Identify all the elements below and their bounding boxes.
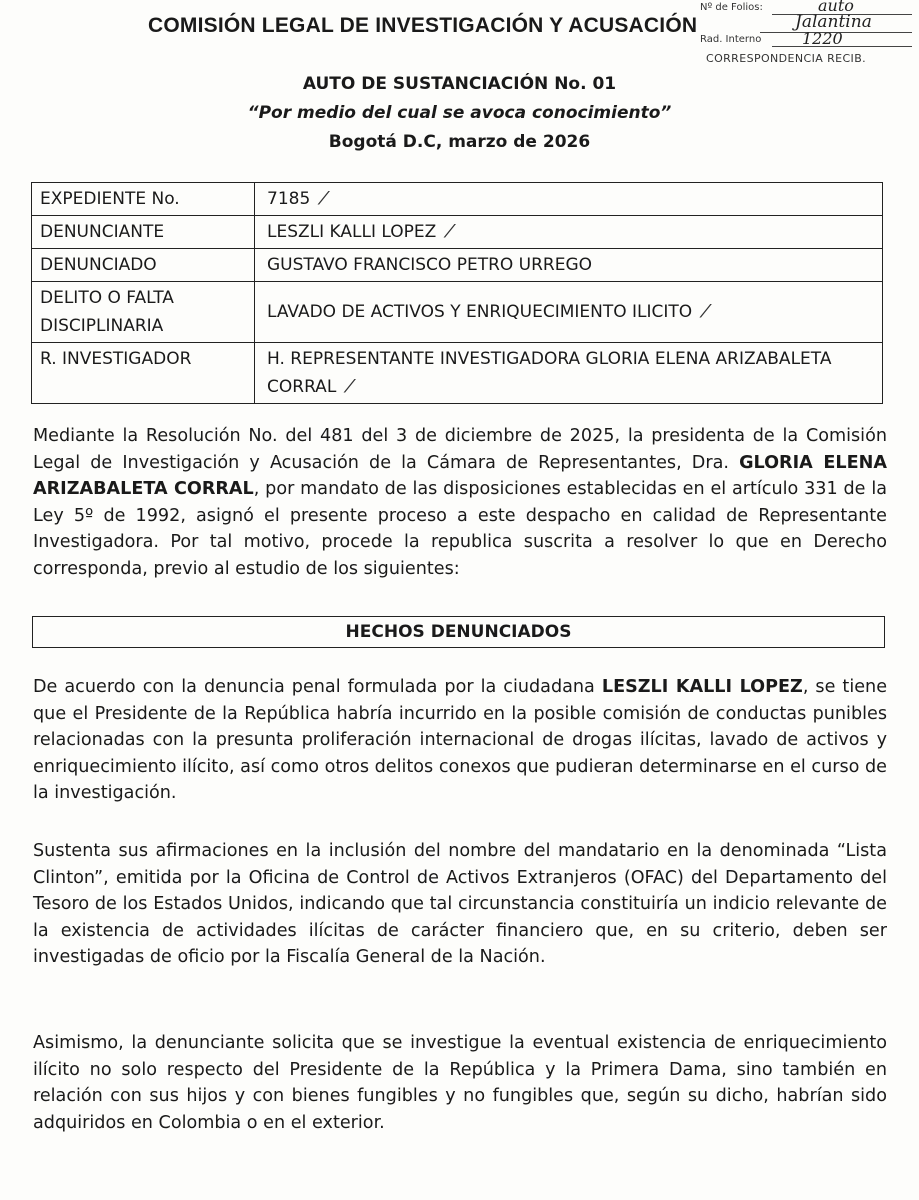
place-date: Bogotá D.C, marzo de 2026 — [328, 132, 591, 152]
facts-text-continued: , se tiene que el Presidente de la República habría incurrido en la posible comisión de conductas punibles relacionadas con la presunta proliferación internacional de drogas ilícitas, lavado de activos y enriquecimiento ilícito, así como otros delitos conexos que pudieran determinarse en el curso de la investigación. — [33, 677, 888, 803]
handwritten-check-mark: ⁄ — [348, 376, 352, 397]
row-label: EXPEDIENTE No. — [32, 183, 255, 216]
radicado-handwritten: 1220 — [802, 29, 843, 48]
case-table — [31, 182, 883, 404]
table-row — [32, 343, 883, 404]
row-label: DENUNCIADO — [32, 249, 255, 282]
facts-paragraph-2: Sustenta sus afirmaciones en la inclusión del nombre del mandatario en la denominada “Lista Clinton”, emitida por la Oficina de Control de Activos Extranjeros (OFAC) del Departamento del Tesoro de los Estados Unidos, indicando que tal circunstancia constituiría un indicio relevante de la existencia de actividades ilícitas de carácter financiero que, en su criterio, deben ser investigadas de oficio por la Fiscalía General de la Nación. — [33, 841, 887, 967]
auto-subtitle: “Por medio del cual se avoca conocimiento” — [247, 103, 672, 123]
denunciado-value: GUSTAVO FRANCISCO PETRO URREGO — [255, 249, 883, 282]
folios-label: Nº de Folios: — [700, 2, 763, 13]
table-row — [32, 282, 883, 343]
table-row — [32, 216, 883, 249]
row-value — [255, 216, 883, 249]
row-value — [255, 343, 883, 404]
investigator-name: GLORIA ELENA ARIZABALETA CORRAL — [33, 452, 888, 499]
row-label: DENUNCIANTE — [32, 216, 255, 249]
intro-text-continued: , por mandato de las disposiciones establecidas en el artículo 331 de la Ley 5º de 1992, asignó el presente proceso a este despacho en calidad de Representante Investigadora. Por tal motivo, procede la republica suscrita a resolver lo que en Derecho corresponda, previo al estudio de los siguientes: — [33, 479, 887, 579]
table-row — [32, 249, 883, 282]
row-value — [255, 282, 883, 343]
auto-number: AUTO DE SUSTANCIACIÓN No. 01 — [302, 74, 617, 94]
delito-value: LAVADO DE ACTIVOS Y ENRIQUECIMIENTO ILICITO — [267, 302, 693, 322]
reception-stamp — [700, 0, 915, 70]
intro-paragraph — [33, 423, 887, 582]
commission-title: COMISIÓN LEGAL DE INVESTIGACIÓN Y ACUSACIÓN — [148, 14, 698, 37]
handwritten-check-mark: ⁄ — [704, 301, 708, 322]
investigador-value: H. REPRESENTANTE INVESTIGADORA GLORIA ELENA ARIZABALETA CORRAL — [267, 349, 832, 397]
row-value — [255, 183, 883, 216]
complainant-name: LESZLI KALLI LOPEZ — [601, 677, 803, 697]
facts-text: De acuerdo con la denuncia penal formulada por la ciudadana — [33, 677, 602, 697]
section-heading: HECHOS DENUNCIADOS — [32, 616, 885, 648]
row-label: DELITO O FALTA DISCIPLINARIA — [32, 282, 255, 343]
row-label: R. INVESTIGADOR — [32, 343, 255, 404]
correspondencia-label: CORRESPONDENCIA RECIB. — [706, 52, 867, 65]
table-row — [32, 183, 883, 216]
stamp-handwritten-name: Jalantina — [795, 12, 872, 32]
handwritten-check-mark: ⁄ — [448, 221, 452, 242]
radicado-label: Rad. Interno — [700, 34, 762, 45]
folios-handwritten: auto — [818, 0, 854, 15]
intro-text: Mediante la Resolución No. del 481 del 3 de diciembre de 2025, la presidenta de la Comisión Legal de Investigación y Acusación de la Cámara de Representantes, Dra. — [33, 426, 887, 473]
expediente-value: 7185 — [267, 189, 311, 209]
facts-paragraph-1 — [33, 674, 887, 807]
handwritten-check-mark: ⁄ — [322, 188, 326, 209]
facts-paragraph-3: Asimismo, la denunciante solicita que se investigue la eventual existencia de enriquecimiento ilícito no solo respecto del Presidente de la República y la Primera Dama, sino también en relación con sus hijos y con bienes fungibles y no fungibles que, según su dicho, habrían sido adquiridos en Colombia o en el exterior. — [33, 1033, 887, 1133]
denunciante-value: LESZLI KALLI LOPEZ — [267, 222, 437, 242]
